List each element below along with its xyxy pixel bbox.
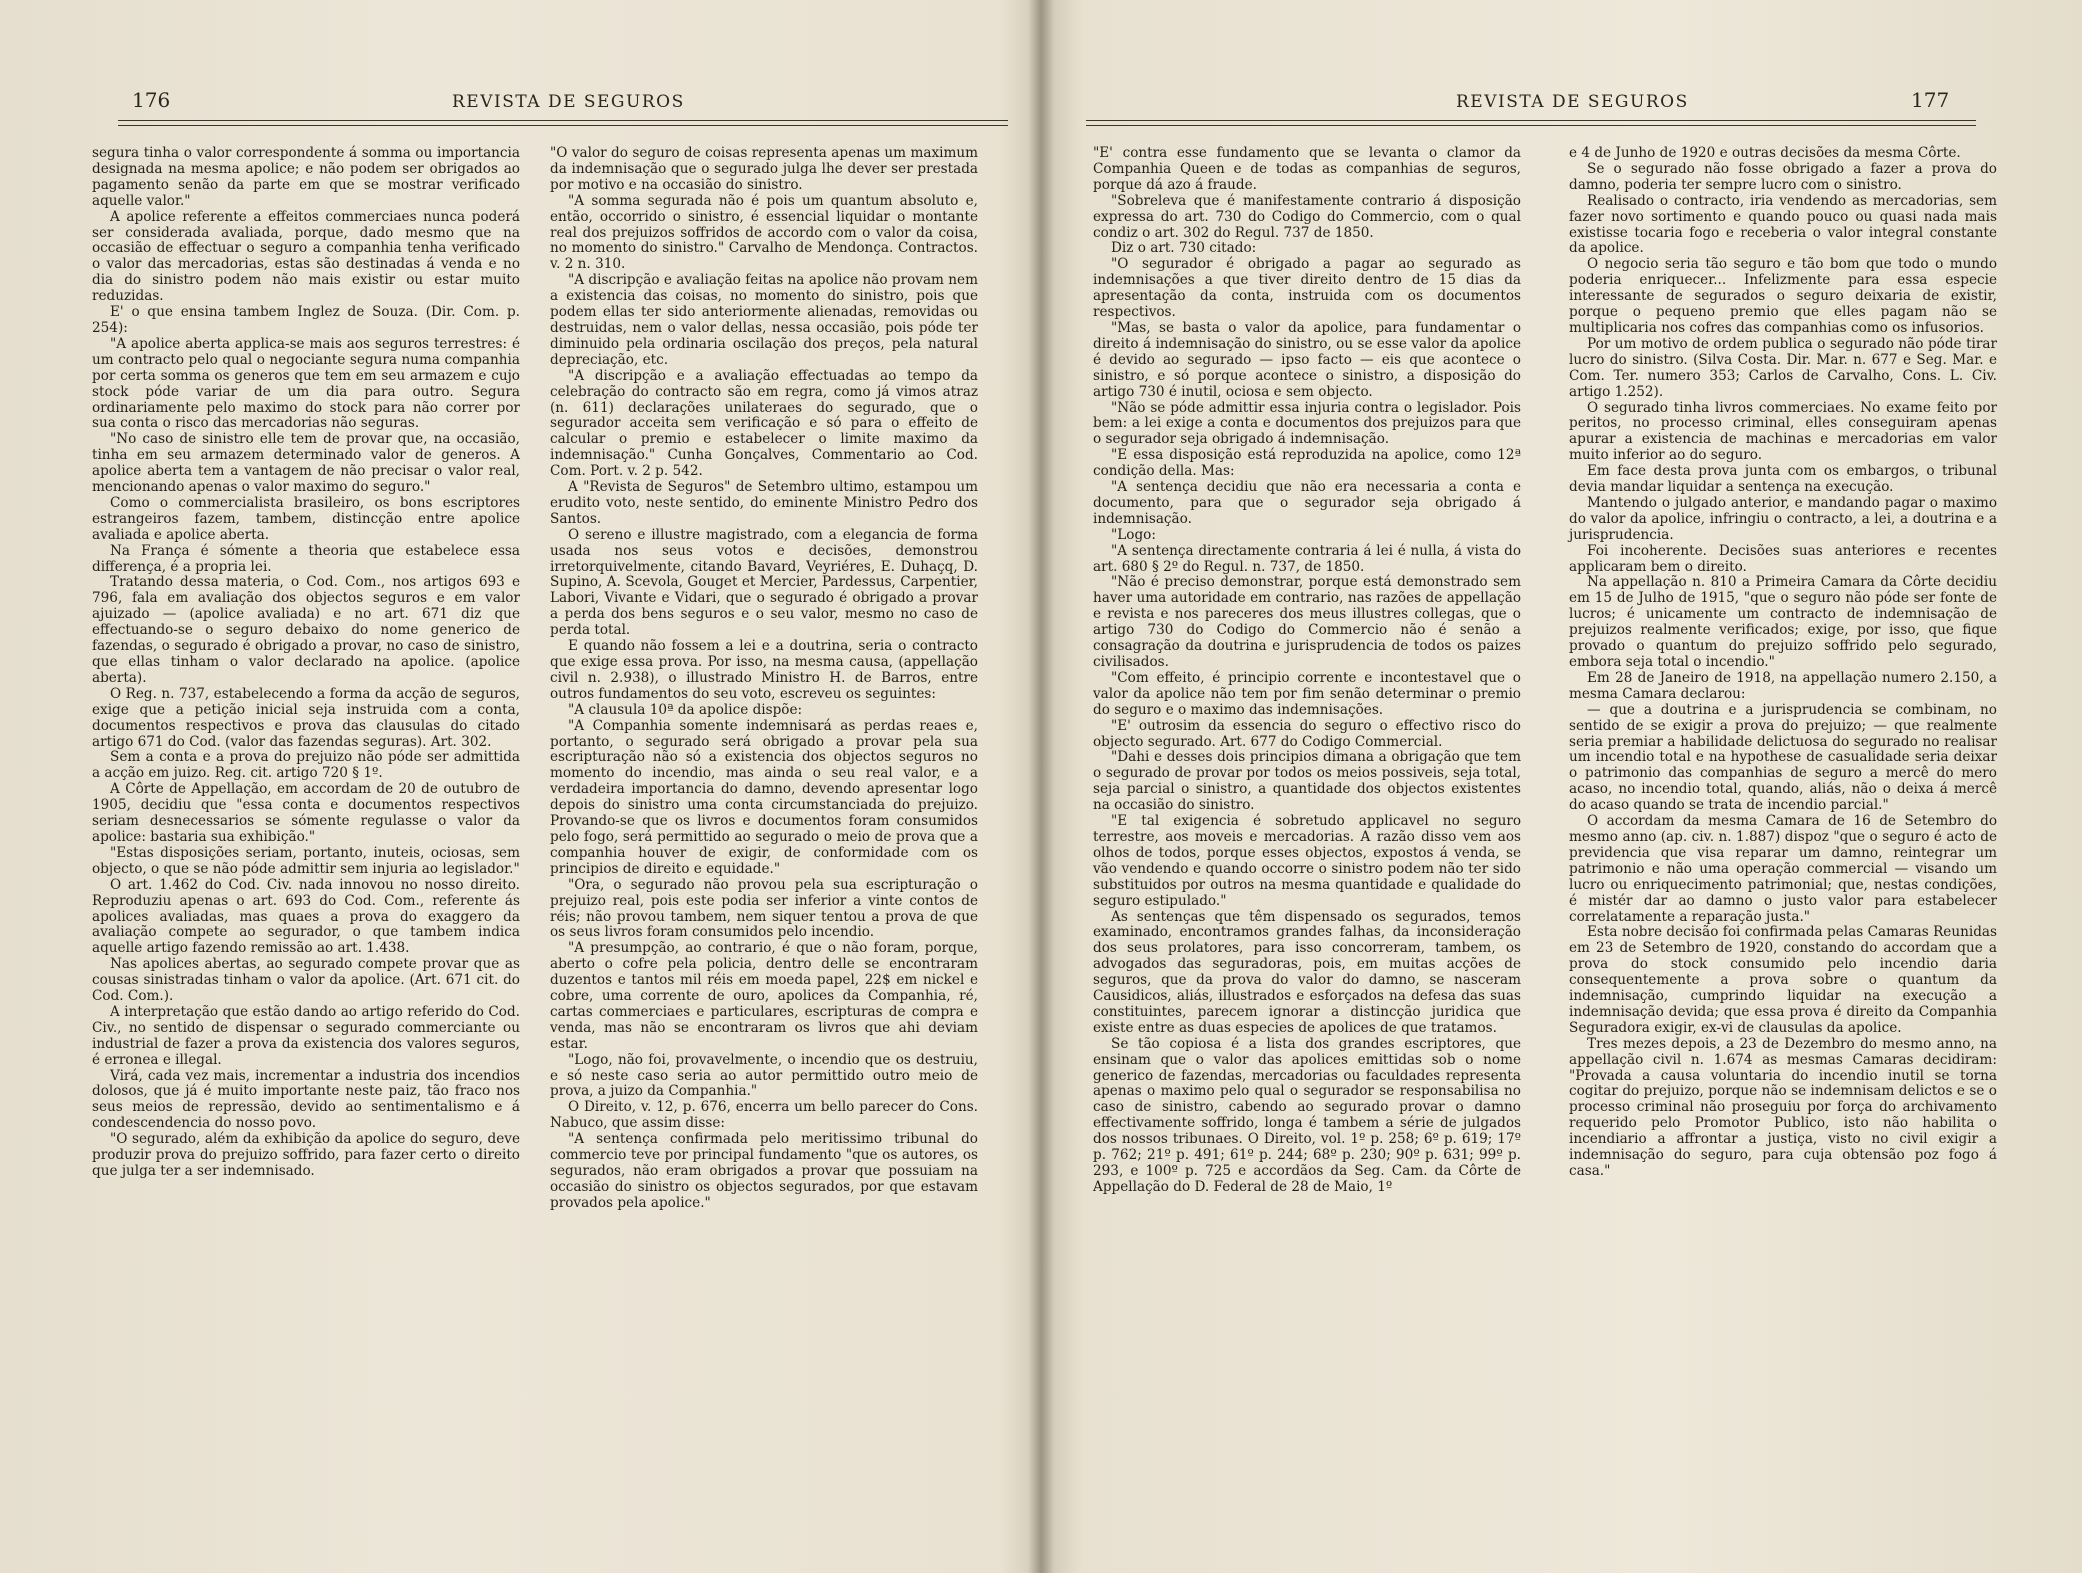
- paragraph: Foi incoherente. Decisões suas anteriores e recentes applicaram bem o direito.: [1569, 542, 1997, 575]
- paragraph: "A presumpção, ao contrario, é que o não foram, porque, aberto o cofre pela policia, dentro delle se encontraram duzentos e tantos mil réis em moeda papel, 22$ em nickel e cobre, uma corrente de ouro, apolices da Companhia, ré, cartas commerciaes e particulares, escripturas de compra e venda, mas não se encontraram os livros que ahi deviam estar.: [550, 940, 978, 1052]
- paragraph: Em face desta prova junta com os embargos, o tribunal devia mandar liquidar a sentença na execução.: [1569, 463, 1997, 496]
- paragraph: Tratando dessa materia, o Cod. Com., nos artigos 693 e 796, fala em avaliação dos objectos seguros e em valor ajuizado — (apolice avaliada) e no art. 671 diz que effectuando-se o seguro debaixo do nome generico de fazendas, o segurado é obrigado a provar, no caso de sinistro, que ellas tinham o valor declarado na apolice. (apolice aberta).: [92, 574, 520, 686]
- paragraph: A apolice referente a effeitos commerciaes nunca poderá ser considerada avaliada, porque, dado mesmo que na occasião de effectuar o seguro a companhia tenha verificado o valor das mercadorias, estas são destinadas á venda e no dia do sinistro podem não mais existir ou estar muito reduzidas.: [92, 208, 520, 305]
- paragraph: "No caso de sinistro elle tem de provar que, na occasião, tinha em seu armazem determinado valor de generos. A apolice aberta tem a vantagem de não precisar o valor real, mencionando apenas o valor maximo do seguro.": [92, 431, 520, 496]
- paragraph: "E tal exigencia é sobretudo applicavel no seguro terrestre, aos moveis e mercadorias. A razão disso vem aos olhos de todos, porque esses objectos, expostos á venda, se vão vendendo e quando occorre o sinistro podem não ter sido substituidos por outros na mesma quantidade e qualidade do seguro estipulado.": [1093, 813, 1521, 909]
- left-column-1: [92, 146, 520, 1180]
- paragraph: E quando não fossem a lei e a doutrina, seria o contracto que exige essa prova. Por isso, na mesma causa, (appellação civil n. 2.938), o illustrado Ministro H. de Barros, entre outros fundamentos do seu voto, escreveu os seguintes:: [550, 638, 978, 702]
- paragraph: "Dahi e desses dois principios dimana a obrigação que tem o segurado de provar por todos os meios possiveis, seja total, seja parcial o sinistro, a quantidade dos objectos existentes na occasião do sinistro.: [1093, 749, 1521, 814]
- page-number-right: 177: [1911, 88, 1950, 112]
- paragraph: e 4 de Junho de 1920 e outras decisões da mesma Côrte.: [1569, 145, 1961, 161]
- paragraph: "E essa disposição está reproduzida na apolice, como 12ª condição della. Mas:: [1093, 447, 1521, 480]
- paragraph: "A somma segurada não é pois um quantum absoluto e, então, occorrido o sinistro, é essencial liquidar o montante real dos prejuizos soffridos de accordo com o valor da coisa, no momento do sinistro." Carvalho de Mendonça. Contractos. v. 2 n. 310.: [550, 192, 978, 273]
- page-number-left: 176: [132, 88, 171, 112]
- paragraph: "Estas disposições seriam, portanto, inuteis, ociosas, sem objecto, o que se não póde admittir sem injuria ao legislador.": [92, 844, 520, 877]
- paragraph: "A discripção e avaliação feitas na apolice não provam nem a existencia das coisas, no momento do sinistro, pois que podem ellas ter sido anteriormente alienadas, removidas ou destruidas, nem o valor dellas, nessa occasião, pois póde ter diminuido pela ordinaria oscilação dos preços, pela natural depreciação, etc.: [550, 272, 978, 368]
- paragraph: Nas apolices abertas, ao segurado compete provar que as cousas sinistradas tinham o valor da apolice. (Art. 671 cit. do Cod. Com.).: [92, 956, 520, 1005]
- running-head-left: REVISTA DE SEGUROS: [452, 92, 685, 112]
- paragraph: "Mas, se basta o valor da apolice, para fundamentar o direito á indemnisação do sinistro, ou se esse valor da apolice é devido ao segurado — ipso facto — eis que acontece o sinistro, e só porque acontece o sinistro, a disposição do artigo 730 é inutil, ociosa e sem objecto.: [1093, 319, 1521, 400]
- paragraph: A Côrte de Appellação, em accordam de 20 de outubro de 1905, decidiu que "essa conta e documentos respectivos seriam desnecessarios se sómente regulasse o valor da apolice: bastaria sua exhibição.": [92, 781, 520, 845]
- paragraph: Esta nobre decisão foi confirmada pelas Camaras Reunidas em 23 de Setembro de 1920, constando do accordam que a prova do stock consumido pelo incendio daria consequentemente a prova sobre o quantum da indemnisação, cumprindo liquidar na execução a indemnisação devida; que essa prova é direito da Companhia Seguradora exigir, ex-vi de clausulas da apolice.: [1569, 924, 1997, 1036]
- paragraph: "E' outrosim da essencia do seguro o effectivo risco do objecto segurado. Art. 677 do Codigo Commercial.: [1093, 717, 1521, 750]
- paragraph: Como o commercialista brasileiro, os bons escriptores estrangeiros fazem, tambem, distincção entre apolice avaliada e apolice aberta.: [92, 494, 520, 543]
- paragraph: As sentenças que têm dispensado os segurados, temos examinado, encontramos grandes falhas, da inconsideração dos seus prolatores, para isso concorreram, tambem, os advogados das seguradoras, pois, em muitas acções de seguros, que da prova do valor do damno, se nasceram Causidicos, aliás, illustrados e esforçados na defesa das suas constituintes, parecem ignorar a distincção juridica que existe entre as duas especies de apolices de que tratamos.: [1093, 908, 1521, 1036]
- right-column-1: [1093, 146, 1521, 1196]
- paragraph: Se o segurado não fosse obrigado a fazer a prova do damno, poderia ter sempre lucro com o sinistro.: [1569, 160, 1997, 193]
- paragraph: "O valor do seguro de coisas representa apenas um maximum da indemnisação que o segurado julga lhe dever ser prestada por motivo e na occasião do sinistro.: [550, 145, 978, 193]
- right-page: [1041, 0, 2082, 1573]
- paragraph: "A discripção e a avaliação effectuadas ao tempo da celebração do contracto são em regra, como já vimos atraz (n. 611) declarações unilateraes do segurado, que o segurador acceita sem verificação e só para o effeito de calcular o premio e estabelecer o limite maximo da indemnisação." Cunha Gonçalves, Commentario ao Cod. Com. Port. v. 2 p. 542.: [550, 367, 978, 480]
- paragraph: Diz o art. 730 citado:: [1111, 240, 1257, 257]
- paragraph: — que a doutrina e a jurisprudencia se combinam, no sentido de se exigir a prova do prejuizo; — que realmente seria premiar a habilidade delictuosa do segurado no realisar um incendio total e na hypothese de casualidade seria deixar o patrimonio das companhias de seguro a mercê do mero acaso, no incendio total, quando, aliás, não o deixa á mercê do acaso quando se trata de incendio parcial.": [1569, 701, 1997, 814]
- paragraph: O Reg. n. 737, estabelecendo a forma da acção de seguros, exige que a petição inicial seja instruida com a conta, documentos respectivos e prova das clausulas do citado artigo 671 do Cod. (valor das fazendas seguras). Art. 302.: [92, 685, 520, 750]
- right-column-2: [1569, 146, 1997, 1180]
- paragraph: Tres mezes depois, a 23 de Dezembro do mesmo anno, na appellação civil n. 1.674 as mesmas Camaras decidiram: "Provada a causa voluntaria do incendio inutil se torna cogitar do prejuizo, porque não se indemnisam delictos e se o processo criminal não proseguiu por força do archivamento requerido pelo Promotor Publico, isto não habilita o incendiario a affrontar a justiça, visto no civil exigir a indemnisação do seguro, para cuja obtensão poz fogo á casa.": [1569, 1035, 1997, 1179]
- paragraph: Na França é sómente a theoria que estabelece essa differença, é a propria lei.: [92, 542, 520, 575]
- paragraph: "Sobreleva que é manifestamente contrario á disposição expressa do art. 730 do Codigo do Commercio, com o qual condiz o art. 302 do Regul. 737 de 1850.: [1093, 192, 1521, 241]
- paragraph: O sereno e illustre magistrado, com a elegancia de forma usada nos seus votos e decisões, demonstrou irretorquivelmente, citando Bavard, Veyriéres, E. Duhaçq, D. Supino, A. Scevola, Gouget et Mercier, Pardessus, Carpentier, Labori, Vivante e Vidari, que o segurado é obrigado a provar a perda dos bens seguros e o seu valor, mesmo no caso de perda total.: [550, 526, 978, 639]
- paragraph: "A Companhia somente indemnisará as perdas reaes e, portanto, o segurado será obrigado a provar pela sua escripturação não só a existencia dos objectos seguros no momento do incendio, mas ainda o seu real valor, e a verdadeira importancia do damno, devendo apresentar logo depois do sinistro uma conta circumstanciada do prejuizo. Provando-se que os livros e documentos foram consumidos pelo fogo, será permittido ao segurado o meio de prova que a companhia houver de exigir, de conformidade com os principios de direito e equidade.": [550, 717, 978, 877]
- paragraph: O segurado tinha livros commerciaes. No exame feito por peritos, no processo criminal, elles conseguiram apenas apurar a existencia de machinas e mercadorias em valor muito inferior ao do seguro.: [1569, 399, 1997, 464]
- paragraph: O Direito, v. 12, p. 676, encerra um bello parecer do Cons. Nabuco, que assim disse:: [550, 1099, 978, 1132]
- paragraph: Se tão copiosa é a lista dos grandes escriptores, que ensinam que o valor das apolices emittidas sob o nome generico de fazendas, mercadorias ou faculdades representa apenas o maximo pelo qual o segurador se responsabilisa no caso de sinistro, cabendo ao segurado provar o damno effectivamente soffrido, longa é tambem a série de julgados dos nossos tribunaes. O Direito, vol. 1º p. 258; 6º p. 619; 17º p. 762; 21º p. 491; 61º p. 244; 68º p. 230; 90º p. 631; 99º p. 293, e 100º p. 725 e accordãos da Seg. Cam. da Côrte de Appellação do D. Federal de 28 de Maio, 1º: [1093, 1035, 1521, 1195]
- paragraph: "A apolice aberta applica-se mais aos seguros terrestres: é um contracto pelo qual o negociante segura numa companhia por certa somma os generos que tem em seu armazem e cujo stock póde variar de um dia para outro. Segura ordinariamente pelo maximo do stock para não correr por sua conta o risco das mercadorias não seguras.: [92, 335, 520, 432]
- paragraph: Na appellação n. 810 a Primeira Camara da Côrte decidiu em 15 de Julho de 1915, "que o seguro não póde ser fonte de lucros; é unicamente um contracto de indemnisação de prejuizos realmente verificados; exige, por isso, que fique provado o quantum do prejuizo soffrido pelo segurado, embora seja total o incendio.": [1569, 574, 1997, 670]
- paragraph: A "Revista de Seguros" de Setembro ultimo, estampou um erudito voto, neste sentido, do eminente Ministro Pedro dos Santos.: [550, 479, 978, 527]
- paragraph: "Logo:: [1111, 526, 1156, 543]
- paragraph: Sem a conta e a prova do prejuizo não póde ser admittida a acção em juizo. Reg. cit. artigo 720 § 1º.: [92, 749, 520, 782]
- paragraph: "E' contra esse fundamento que se levanta o clamor da Companhia Queen e de todas as companhias de seguros, porque dá azo á fraude.: [1093, 145, 1521, 193]
- paragraph: O art. 1.462 do Cod. Civ. nada innovou no nosso direito. Reproduziu apenas o art. 693 do Cod. Com., referente ás apolices avaliadas, mas quaes a prova do exaggero da avaliação compete ao segurador, o que tambem indica aquelle artigo fazendo remissão ao art. 1.438.: [92, 876, 520, 957]
- header-rule-left: [118, 120, 1008, 126]
- paragraph: segura tinha o valor correspondente á somma ou importancia designada na mesma apolice; e não podem ser obrigados ao pagamento senão da parte em que se mostrar verificado aquelle valor.": [92, 145, 520, 209]
- paragraph: "Logo, não foi, provavelmente, o incendio que os destruiu, e só neste caso seria ao autor permittido outro meio de prova, a juizo da Companhia.": [550, 1051, 978, 1100]
- paragraph: E' o que ensina tambem Inglez de Souza. (Dir. Com. p. 254):: [92, 304, 520, 336]
- paragraph: "A clausula 10ª da apolice dispõe:: [568, 701, 803, 718]
- paragraph: "Não é preciso demonstrar, porque está demonstrado sem haver uma autoridade em contrario, nas razões de appellação e revista e nos pareceres dos meus illustres collegas, que o artigo 730 do Codigo do Commercio não é senão a consagração da doutrina e jurisprudencia de todos os paizes civilisados.: [1093, 574, 1521, 670]
- paragraph: Mantendo o julgado anterior, e mandando pagar o maximo do valor da apolice, infringiu o contracto, a lei, a doutrina e a jurisprudencia.: [1569, 494, 1997, 543]
- paragraph: "Com effeito, é principio corrente e incontestavel que o valor da apolice não tem por fim senão determinar o premio do seguro e o maximo das indemnisações.: [1093, 669, 1521, 718]
- paragraph: O accordam da mesma Camara de 16 de Setembro do mesmo anno (ap. civ. n. 1.887) dispoz "que o seguro é acto de previdencia que visa reparar um damno, reintegrar um patrimonio e não uma operação commercial — visando um lucro ou enriquecimento patrimonial; que, nestas condições, é mistér dar ao damno o justo valor para estabelecer correlatamente a reparação justa.": [1569, 813, 1997, 925]
- paragraph: Por um motivo de ordem publica o segurado não póde tirar lucro do sinistro. (Silva Costa. Dir. Mar. n. 677 e Seg. Mar. e Com. Ter. numero 353; Carlos de Carvalho, Cons. L. Civ. artigo 1.252).: [1569, 335, 1997, 400]
- paragraph: O negocio seria tão seguro e tão bom que todo o mundo poderia enriquecer... Infelizmente para essa especie interessante de segurados o seguro deixaria de existir, porque o pequeno premio que elles pagam não se multiplicaria nos cofres das companhias como os infusorios.: [1569, 256, 1997, 336]
- paragraph: "O segurador é obrigado a pagar ao segurado as indemnisações a que tiver direito dentro de 15 dias da apresentação da conta, instruida com os documentos respectivos.: [1093, 256, 1521, 321]
- paragraph: Em 28 de Janeiro de 1918, na appellação numero 2.150, a mesma Camara declarou:: [1569, 669, 1997, 702]
- running-head-right: REVISTA DE SEGUROS: [1456, 92, 1689, 112]
- paragraph: "Ora, o segurado não provou pela sua escripturação o prejuizo real, pois este podia ser inferior a vinte contos de réis; não provou tambem, nem siquer tentou a prova de que os seus livros foram consumidos pelo incendio.: [550, 876, 978, 941]
- paragraph: "O segurado, além da exhibição da apolice do seguro, deve produzir prova do prejuizo soffrido, para fazer certo o direito que julga ter a ser indemnisado.: [92, 1131, 520, 1179]
- paragraph: A interpretação que estão dando ao artigo referido do Cod. Civ., no sentido de dispensar o segurado commerciante ou industrial de fazer a prova da existencia dos valores seguros, é erronea e illegal.: [92, 1003, 520, 1068]
- paragraph: "A sentença decidiu que não era necessaria a conta e documento, para que o segurador seja obrigado á indemnisação.: [1093, 479, 1521, 527]
- paragraph: Realisado o contracto, iria vendendo as mercadorias, sem fazer novo sortimento e quando pouco ou quasi nada mais existisse tocaria fogo e receberia o valor integral constante da apolice.: [1569, 192, 1997, 257]
- paragraph: Virá, cada vez mais, incrementar a industria dos incendios dolosos, que já é muito importante neste paiz, tão fraco nos seus meios de repressão, devido ao sentimentalismo e á condescendencia do nosso povo.: [92, 1067, 520, 1132]
- left-column-2: [550, 146, 978, 1212]
- header-rule-right: [1086, 120, 1976, 126]
- paragraph: "Não se póde admittir essa injuria contra o legislador. Pois bem: a lei exige a conta e documentos dos prejuizos para que o segurador seja obrigado á indemnisação.: [1093, 399, 1521, 448]
- paragraph: "A sentença directamente contraria á lei é nulla, á vista do art. 680 § 2º do Regul. n. 737, de 1850.: [1093, 542, 1521, 575]
- paragraph: "A sentença confirmada pelo meritissimo tribunal do commercio teve por principal fundamento "que os autores, os segurados, não eram obrigados a provar que possuiam na occasião do sinistro os objectos segurados, por que estavam provados pela apolice.": [550, 1131, 978, 1211]
